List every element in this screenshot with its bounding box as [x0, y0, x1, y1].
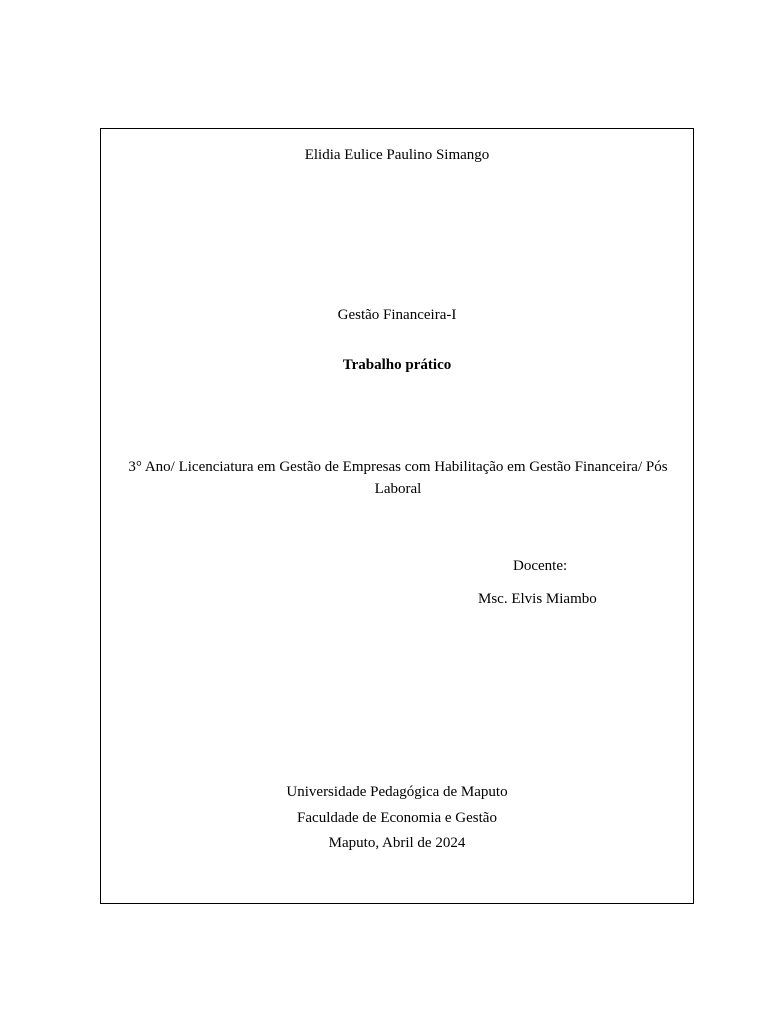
institution-name: Universidade Pedagógica de Maputo	[286, 784, 508, 800]
subject-title: Gestão Financeira-I	[337, 307, 457, 323]
faculty-name: Faculdade de Economia e Gestão	[297, 810, 497, 826]
work-type-title: Trabalho prático	[342, 357, 452, 373]
author-name: Elidia Eulice Paulino Simango	[304, 147, 490, 163]
docente-name: Msc. Elvis Miambo	[478, 591, 597, 607]
docente-label: Docente:	[513, 558, 568, 574]
place-date: Maputo, Abril de 2024	[328, 835, 466, 851]
course-description: 3° Ano/ Licenciatura em Gestão de Empresas com Habilitação em Gestão Financeira/ Pós Laboral	[128, 459, 668, 497]
cover-page-frame	[100, 128, 694, 904]
